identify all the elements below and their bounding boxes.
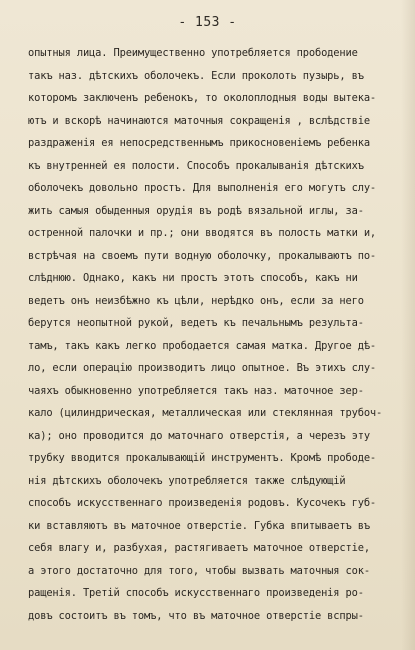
text-line: ютъ и вскорѣ начинаются маточныя сокращенія , вслѣдствіе: [28, 114, 370, 127]
text-line: раздраженія ея непосредственнымъ прикосновеніемъ ребенка: [28, 137, 370, 149]
text-line: способъ искусственнаго произведенія родовъ. Кусочекъ губ-: [28, 497, 377, 509]
text-line: довъ состоитъ въ томъ, что въ маточное отверстіе вспры-: [28, 609, 364, 622]
text-line: жить самыя обыденныя орудія въ родѣ вязальной иглы, за-: [28, 204, 364, 217]
text-line: оболочекъ довольно простъ. Для выполненія его могутъ слу-: [28, 182, 377, 194]
text-line: трубку вводится прокалывающій инструментъ. Кромѣ прободе-: [28, 452, 377, 464]
text-line: тамъ, такъ какъ легко прободается самая матка. Другое дѣ-: [28, 339, 377, 352]
text-line: ведетъ онъ неизбѣжно къ цѣли, нерѣдко онъ, если за него: [28, 294, 364, 307]
page-number: - 153 -: [178, 15, 237, 30]
text-line: чаяхъ обыкновенно употребляется такъ наз. маточное зер-: [28, 384, 364, 397]
text-line: ки вставляютъ въ маточное отверстіе. Губка впитываетъ въ: [28, 519, 370, 532]
text-line: себя влагу и, разбухая, растягиваетъ маточное отверстіе,: [28, 542, 370, 554]
text-line: а этого достаточно для того, чтобы вызвать маточныя сок-: [28, 564, 370, 577]
text-line: берутся неопытной рукой, ведетъ къ печальнымъ результа-: [28, 317, 364, 329]
text-line: ло, если операцію производитъ лицо опытное. Въ этихъ слу-: [28, 362, 377, 374]
text-line: такъ наз. дѣтскихъ оболочекъ. Если проколоть пузырь, въ: [28, 69, 364, 82]
text-line: встрѣчая на своемъ пути водную оболочку, прокалываютъ по-: [28, 249, 377, 262]
body-text: [28, 42, 400, 627]
text-line: ращенія. Третій способъ искусственнаго произведенія ро-: [28, 587, 364, 599]
text-line: которомъ заключенъ ребенокъ, то околоплодныя воды вытека-: [28, 92, 377, 104]
text-line: опытныя лица. Преимущественно употребляется прободение: [28, 47, 358, 59]
text-line: ка); оно проводится до маточнаго отверстія, а черезъ эту: [28, 429, 370, 442]
text-line: нія дѣтскихъ оболочекъ употребляется также слѣдующій: [28, 474, 346, 487]
page-edge-shadow: [401, 0, 415, 650]
text-line: кало (цилиндрическая, металлическая или стеклянная трубоч-: [28, 407, 383, 419]
text-line: остренной палочки и пр.; они вводятся въ полость матки и,: [28, 227, 377, 239]
text-line: къ внутренней ея полости. Способъ прокалыванія дѣтскихъ: [28, 159, 364, 172]
text-line: слѣднюю. Однако, какъ ни простъ этотъ способъ, какъ ни: [28, 272, 358, 284]
